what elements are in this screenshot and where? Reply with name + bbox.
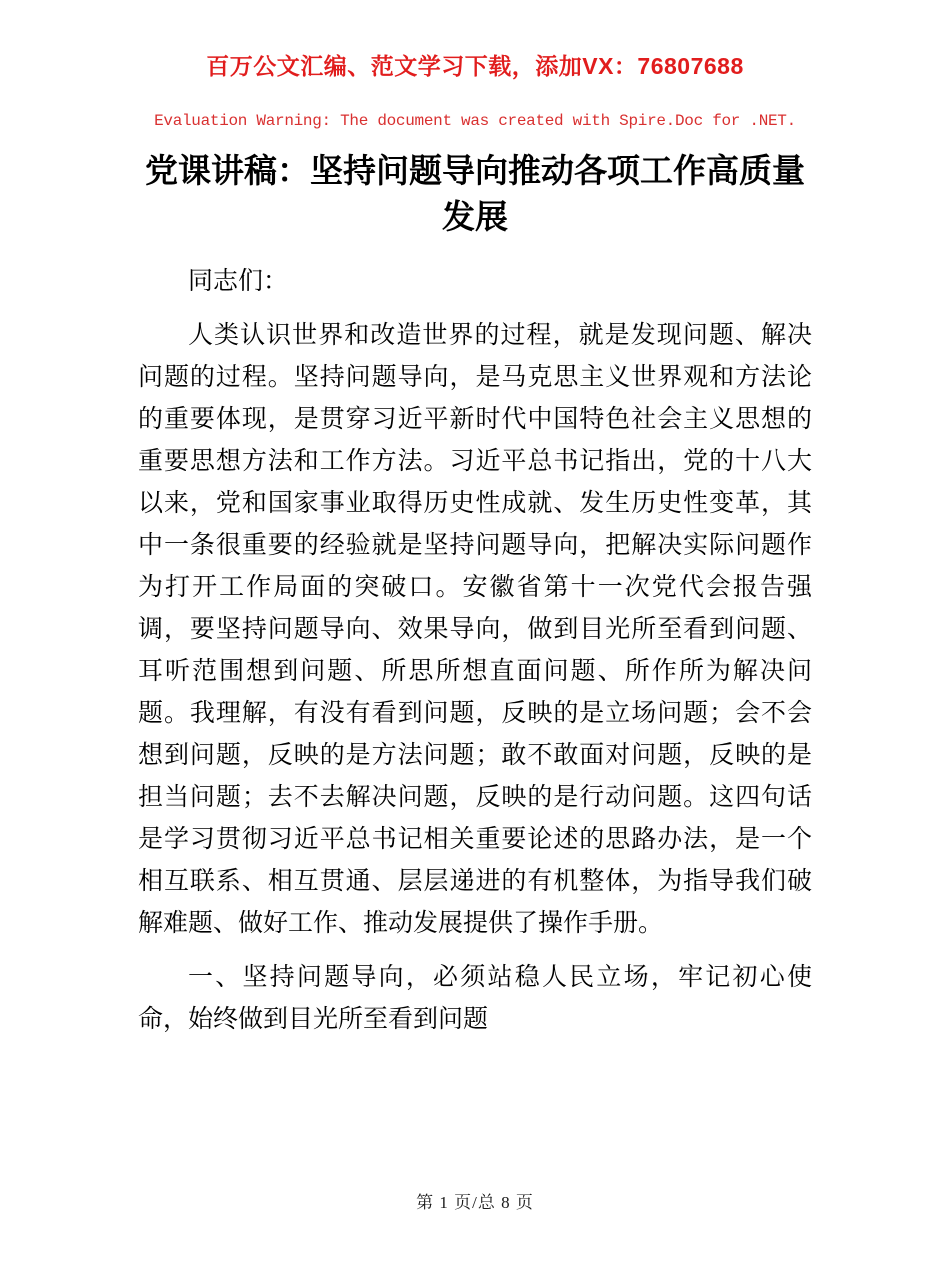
document-title: 党课讲稿：坚持问题导向推动各项工作高质量发展 (145, 152, 805, 235)
promo-header-text: 百万公文汇编、范文学习下载，添加VX：76807688 (206, 53, 744, 79)
paragraph-salutation: 同志们： (188, 267, 289, 295)
paragraph-intro: 人类认识世界和改造世界的过程，就是发现问题、解决问题的过程。坚持问题导向，是马克思主义世界观和方法论的重要体现，是贯穿习近平新时代中国特色社会主义思想的重要思想方法和工作方法。习近平总书记指出，党的十八大以来，党和国家事业取得历史性成就、发生历史性变革，其中一条很重要的经验就是坚持问题导向，把解决实际问题作为打开工作局面的突破口。安徽省第十一次党代会报告强调，要坚持问题导向、效果导向，做到目光所至看到问题、耳听范围想到问题、所思所想直面问题、所作所为解决问题。我理解，有没有看到问题，反映的是立场问题；会不会想到问题，反映的是方法问题；敢不敢面对问题，反映的是担当问题；去不去解决问题，反映的是行动问题。这四句话是学习贯彻习近平总书记相关重要论述的思路办法，是一个相互联系、相互贯通、层层递进的有机整体，为指导我们破解难题、做好工作、推动发展提供了操作手册。 (138, 321, 812, 937)
page-indicator: 第 1 页/总 8 页 (416, 1193, 534, 1212)
document-page (0, 52, 950, 1282)
page-footer (0, 1192, 950, 1214)
evaluation-warning-text: Evaluation Warning: The document was created with Spire.Doc for .NET. (154, 112, 796, 130)
paragraph-section-one-heading: 一、坚持问题导向，必须站稳人民立场，牢记初心使命，始终做到目光所至看到问题 (138, 963, 812, 1033)
document-body (138, 260, 812, 1040)
